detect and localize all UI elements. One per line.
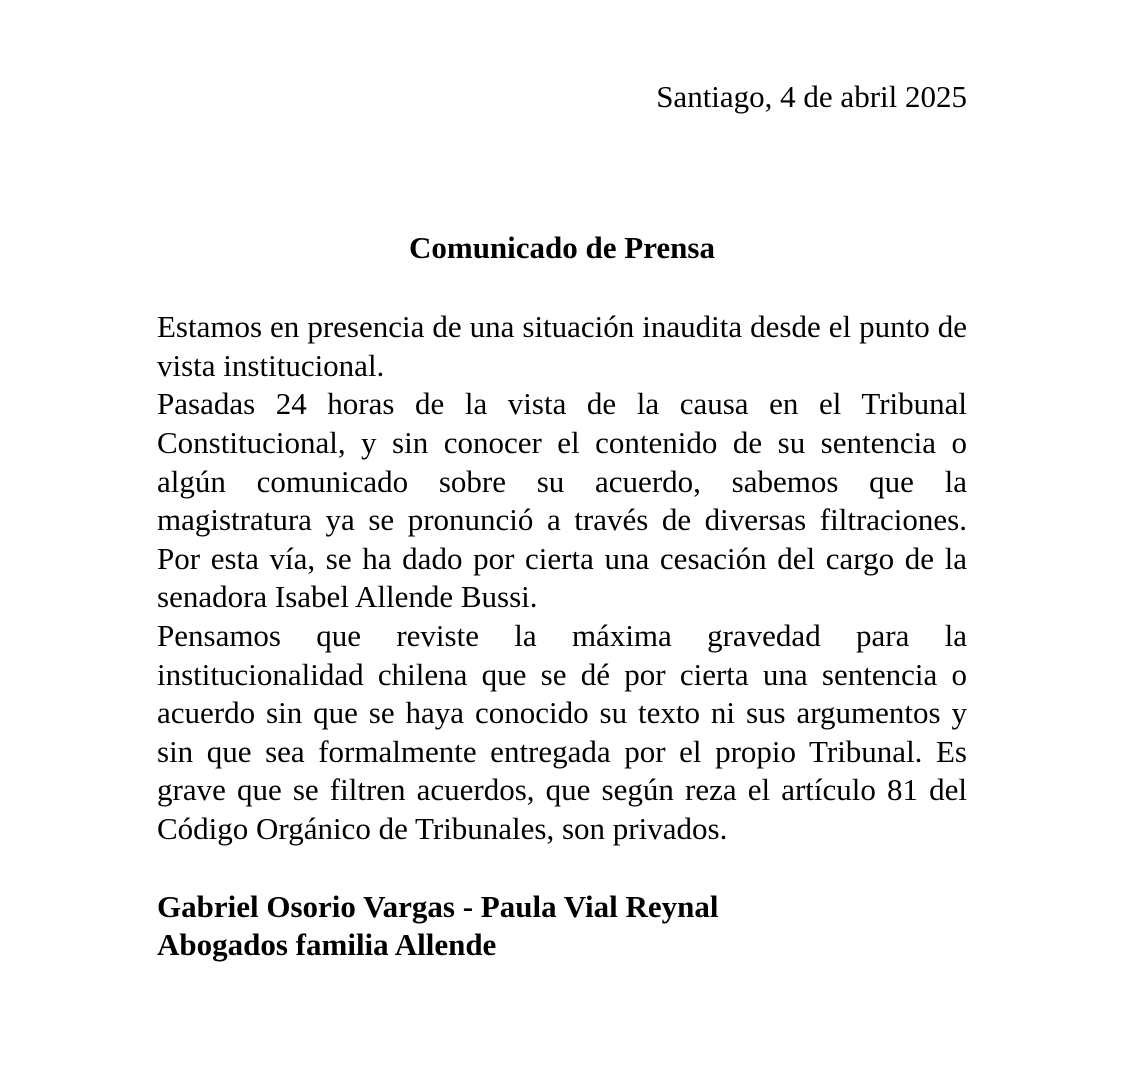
signature-names: Gabriel Osorio Vargas - Paula Vial Reynal [157, 888, 719, 924]
dateline: Santiago, 4 de abril 2025 [656, 79, 967, 114]
paragraph-1: Estamos en presencia de una situación inaudita desde el punto de vista institucional. [157, 309, 967, 383]
document-body [157, 308, 967, 848]
paragraph-2: Pasadas 24 horas de la vista de la causa en el Tribunal Constitucional, y sin conocer el contenido de su sentencia o algún comunicado sobre su acuerdo, sabemos que la magistratura ya se pronunció a través de diversas filtraciones. Por esta vía, se ha dado por cierta una cesación del cargo de la senadora Isabel Allende Bussi. [157, 386, 967, 615]
signature-block [157, 888, 967, 965]
document-title: Comunicado de Prensa [408, 229, 715, 265]
signature-role: Abogados familia Allende [157, 927, 497, 963]
paragraph-3: Pensamos que reviste la máxima gravedad para la institucionalidad chilena que se dé por cierta una sentencia o acuerdo sin que se haya conocido su texto ni sus argumentos y sin que sea formalmente entregada por el propio Tribunal. Es grave que se filtren acuerdos, que según reza el artículo 81 del Código Orgánico de Tribunales, son privados. [157, 617, 967, 846]
